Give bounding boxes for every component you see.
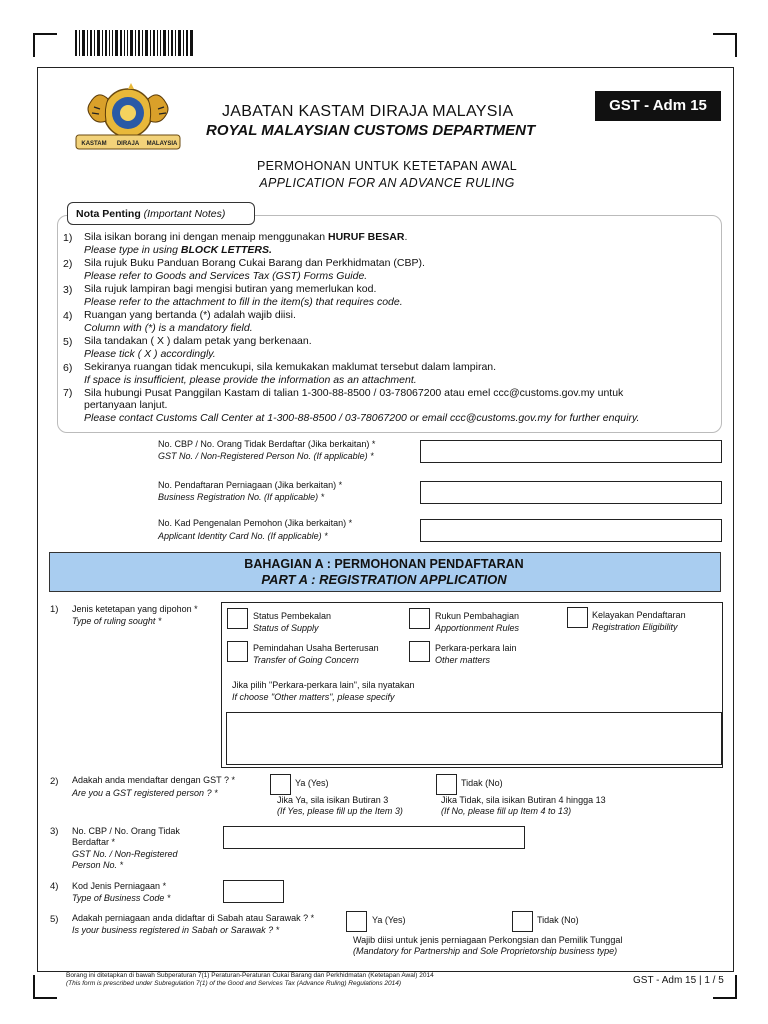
- option-label-ms: Kelayakan Pendaftaran: [592, 610, 686, 620]
- option-label-en: Status of Supply: [253, 623, 319, 633]
- footer-regulation-ms: Borang ini ditetapkan di bawah Subperaturan 7(1) Peraturan-Peraturan Cukai Barang dan Perkhidmatan (Ketetapan Awal) 2014: [66, 972, 434, 979]
- q4-label-en: Type of Business Code *: [72, 893, 171, 903]
- transfer-going-concern-checkbox[interactable]: [227, 641, 248, 662]
- note-number: 1): [63, 232, 73, 244]
- registration-eligibility-checkbox[interactable]: [567, 607, 588, 628]
- ic-no-label-en: Applicant Identity Card No. (If applicable) *: [158, 531, 328, 541]
- no-note-en: (If No, please fill up Item 4 to 13): [441, 806, 572, 816]
- q3-number: 3): [50, 826, 59, 837]
- note-number: 4): [63, 310, 73, 322]
- note-2-en: Please refer to Goods and Services Tax (GST) Forms Guide.: [84, 270, 368, 282]
- q5-note-ms: Wajib diisi untuk jenis perniagaan Perkongsian dan Pemilik Tunggal: [353, 935, 623, 945]
- q1-label-ms: Jenis ketetapan yang dipohon *: [72, 604, 198, 614]
- sabah-sarawak-yes-checkbox[interactable]: [346, 911, 367, 932]
- note-5-en: Please tick ( X ) accordingly.: [84, 348, 216, 360]
- apportionment-rules-checkbox[interactable]: [409, 608, 430, 629]
- note-1-ms-end: .: [404, 231, 408, 243]
- form-title-ms: PERMOHONAN UNTUK KETETAPAN AWAL: [256, 159, 518, 173]
- yes-note-ms: Jika Ya, sila isikan Butiran 3: [277, 795, 389, 805]
- ic-no-input[interactable]: [420, 519, 722, 542]
- note-3-en: Please refer to the attachment to fill in the item(s) that requires code.: [84, 296, 403, 308]
- other-matters-input[interactable]: [226, 712, 722, 765]
- org-name-en: ROYAL MALAYSIAN CUSTOMS DEPARTMENT: [206, 122, 536, 139]
- crop-mark-bottom-left: [33, 975, 57, 999]
- barcode: [75, 30, 195, 56]
- note-5-ms: Sila tandakan ( X ) dalam petak yang berkenaan.: [84, 335, 312, 347]
- form-title-en: APPLICATION FOR AN ADVANCE RULING: [259, 176, 515, 190]
- ic-no-label-ms: No. Kad Pengenalan Pemohon (Jika berkaitan) *: [158, 518, 353, 528]
- q5-number: 5): [50, 914, 59, 925]
- note-number: 3): [63, 284, 73, 296]
- q2-number: 2): [50, 776, 59, 787]
- note-number: 5): [63, 336, 73, 348]
- status-of-supply-checkbox[interactable]: [227, 608, 248, 629]
- q2-label-en: Are you a GST registered person ? *: [72, 788, 218, 798]
- q3-label-en-2: Person No. *: [72, 860, 124, 870]
- note-7-ms: Sila hubungi Pusat Panggilan Kastam di talian 1-300-88-8500 / 03-78067200 atau emel ccc@customs.gov.my untuk: [84, 387, 624, 399]
- q3-label-ms-1: No. CBP / No. Orang Tidak: [72, 826, 180, 836]
- business-code-input[interactable]: [223, 880, 284, 903]
- note-1-ms-text: Sila isikan borang ini dengan menaip menggunakan: [84, 231, 329, 243]
- q4-label-ms: Kod Jenis Perniagaan *: [72, 881, 167, 891]
- note-1-en: [84, 244, 272, 256]
- sabah-sarawak-no-checkbox[interactable]: [512, 911, 533, 932]
- option-label-en: Transfer of Going Concern: [253, 655, 359, 665]
- other-specify-label-en: If choose "Other matters", please specify: [232, 692, 395, 702]
- yes-note-en: (If Yes, please fill up the Item 3): [277, 806, 403, 816]
- footer-regulation-en: (This form is prescribed under Subregulation 7(1) of the Good and Services Tax (Advance Ruling) Regulations 2014): [66, 980, 402, 987]
- q5-label-en: Is your business registered in Sabah or Sarawak ? *: [72, 925, 280, 935]
- gst-no-label-ms: No. CBP / No. Orang Tidak Berdaftar (Jika berkaitan) *: [158, 439, 376, 449]
- note-number: 2): [63, 258, 73, 270]
- note-7-en: Please contact Customs Call Center at 1-300-88-8500 / 03-78067200 or email ccc@customs.gov.my for further enquiry.: [84, 412, 640, 424]
- no-note-ms: Jika Tidak, sila isikan Butiran 4 hingga 13: [441, 795, 606, 805]
- notes-heading-en: (Important Notes): [143, 208, 226, 220]
- option-label-ms: Pemindahan Usaha Berterusan: [253, 643, 379, 653]
- option-label-ms: Rukun Pembahagian: [435, 611, 520, 621]
- note-number: 6): [63, 362, 73, 374]
- notes-heading-ms: Nota Penting: [76, 208, 141, 220]
- note-6-ms: Sekiranya ruangan tidak mencukupi, sila kemukakan maklumat tersebut dalam lampiran.: [84, 361, 497, 373]
- q1-label-en: Type of ruling sought *: [72, 616, 162, 626]
- note-number: 7): [63, 387, 73, 399]
- note-1-ms-bold: HURUF BESAR: [328, 231, 405, 243]
- crest-text-middle: DIRAJA: [116, 141, 140, 147]
- customs-crest-logo: [68, 83, 188, 155]
- business-reg-input[interactable]: [420, 481, 722, 504]
- note-1-ms: [84, 231, 407, 243]
- crop-mark-top-right: [713, 33, 737, 57]
- q3-label-ms-2: Berdaftar *: [72, 837, 116, 847]
- q4-number: 4): [50, 881, 59, 892]
- crop-mark-top-left: [33, 33, 57, 57]
- notes-heading: [67, 202, 255, 225]
- note-4-en: Column with (*) is a mandatory field.: [84, 322, 253, 334]
- business-reg-label-ms: No. Pendaftaran Perniagaan (Jika berkaitan) *: [158, 480, 343, 490]
- org-name-ms: JABATAN KASTAM DIRAJA MALAYSIA: [222, 103, 514, 120]
- gst-no-input[interactable]: [420, 440, 722, 463]
- option-label-ms: Perkara-perkara lain: [435, 643, 517, 653]
- note-6-en: If space is insufficient, please provide the information as an attachment.: [84, 374, 417, 386]
- footer-page-number: GST - Adm 15 | 1 / 5: [633, 975, 724, 986]
- business-reg-label-en: Business Registration No. (If applicable) *: [158, 492, 325, 502]
- crest-text-right: MALAYSIA: [146, 141, 178, 147]
- part-a-title-en: PART A : REGISTRATION APPLICATION: [261, 572, 507, 587]
- sabah-sarawak-no-label: Tidak (No): [537, 915, 579, 925]
- option-label-ms: Status Pembekalan: [253, 611, 332, 621]
- gst-no-label-en: GST No. / Non-Registered Person No. (If applicable) *: [158, 451, 374, 461]
- sabah-sarawak-yes-label: Ya (Yes): [372, 915, 406, 925]
- option-label-en: Registration Eligibility: [592, 622, 678, 632]
- note-3-ms: Sila rujuk lampiran bagi mengisi butiran yang memerlukan kod.: [84, 283, 377, 295]
- q5-note-en: (Mandatory for Partnership and Sole Proprietorship business type): [353, 946, 618, 956]
- note-4-ms: Ruangan yang bertanda (*) adalah wajib diisi.: [84, 309, 296, 321]
- q1-number: 1): [50, 604, 59, 615]
- option-label-en: Apportionment Rules: [435, 623, 520, 633]
- gst-registered-no-checkbox[interactable]: [436, 774, 457, 795]
- part-a-title-ms: BAHAGIAN A : PERMOHONAN PENDAFTARAN: [244, 557, 524, 571]
- q5-label-ms: Adakah perniagaan anda didaftar di Sabah atau Sarawak ? *: [72, 913, 315, 923]
- form-code-badge: GST - Adm 15: [595, 91, 721, 121]
- crest-text-left: KASTAM: [81, 141, 107, 147]
- gst-registered-yes-label: Ya (Yes): [295, 778, 329, 788]
- gst-registered-no-label: Tidak (No): [461, 778, 503, 788]
- option-label-en: Other matters: [435, 655, 491, 665]
- note-1-en-bold: BLOCK LETTERS.: [180, 244, 272, 256]
- q3-gst-no-input[interactable]: [223, 826, 525, 849]
- other-specify-label-ms: Jika pilih "Perkara-perkara lain", sila nyatakan: [232, 680, 415, 690]
- note-1-en-text: Please type in using: [84, 244, 181, 256]
- q2-label-ms: Adakah anda mendaftar dengan GST ? *: [72, 775, 235, 785]
- gst-registered-yes-checkbox[interactable]: [270, 774, 291, 795]
- q3-label-en-1: GST No. / Non-Registered: [72, 849, 178, 859]
- other-matters-checkbox[interactable]: [409, 641, 430, 662]
- note-2-ms: Sila rujuk Buku Panduan Borang Cukai Barang dan Perkhidmatan (CBP).: [84, 257, 425, 269]
- note-7-ms-cont: pertanyaan lanjut.: [84, 399, 168, 411]
